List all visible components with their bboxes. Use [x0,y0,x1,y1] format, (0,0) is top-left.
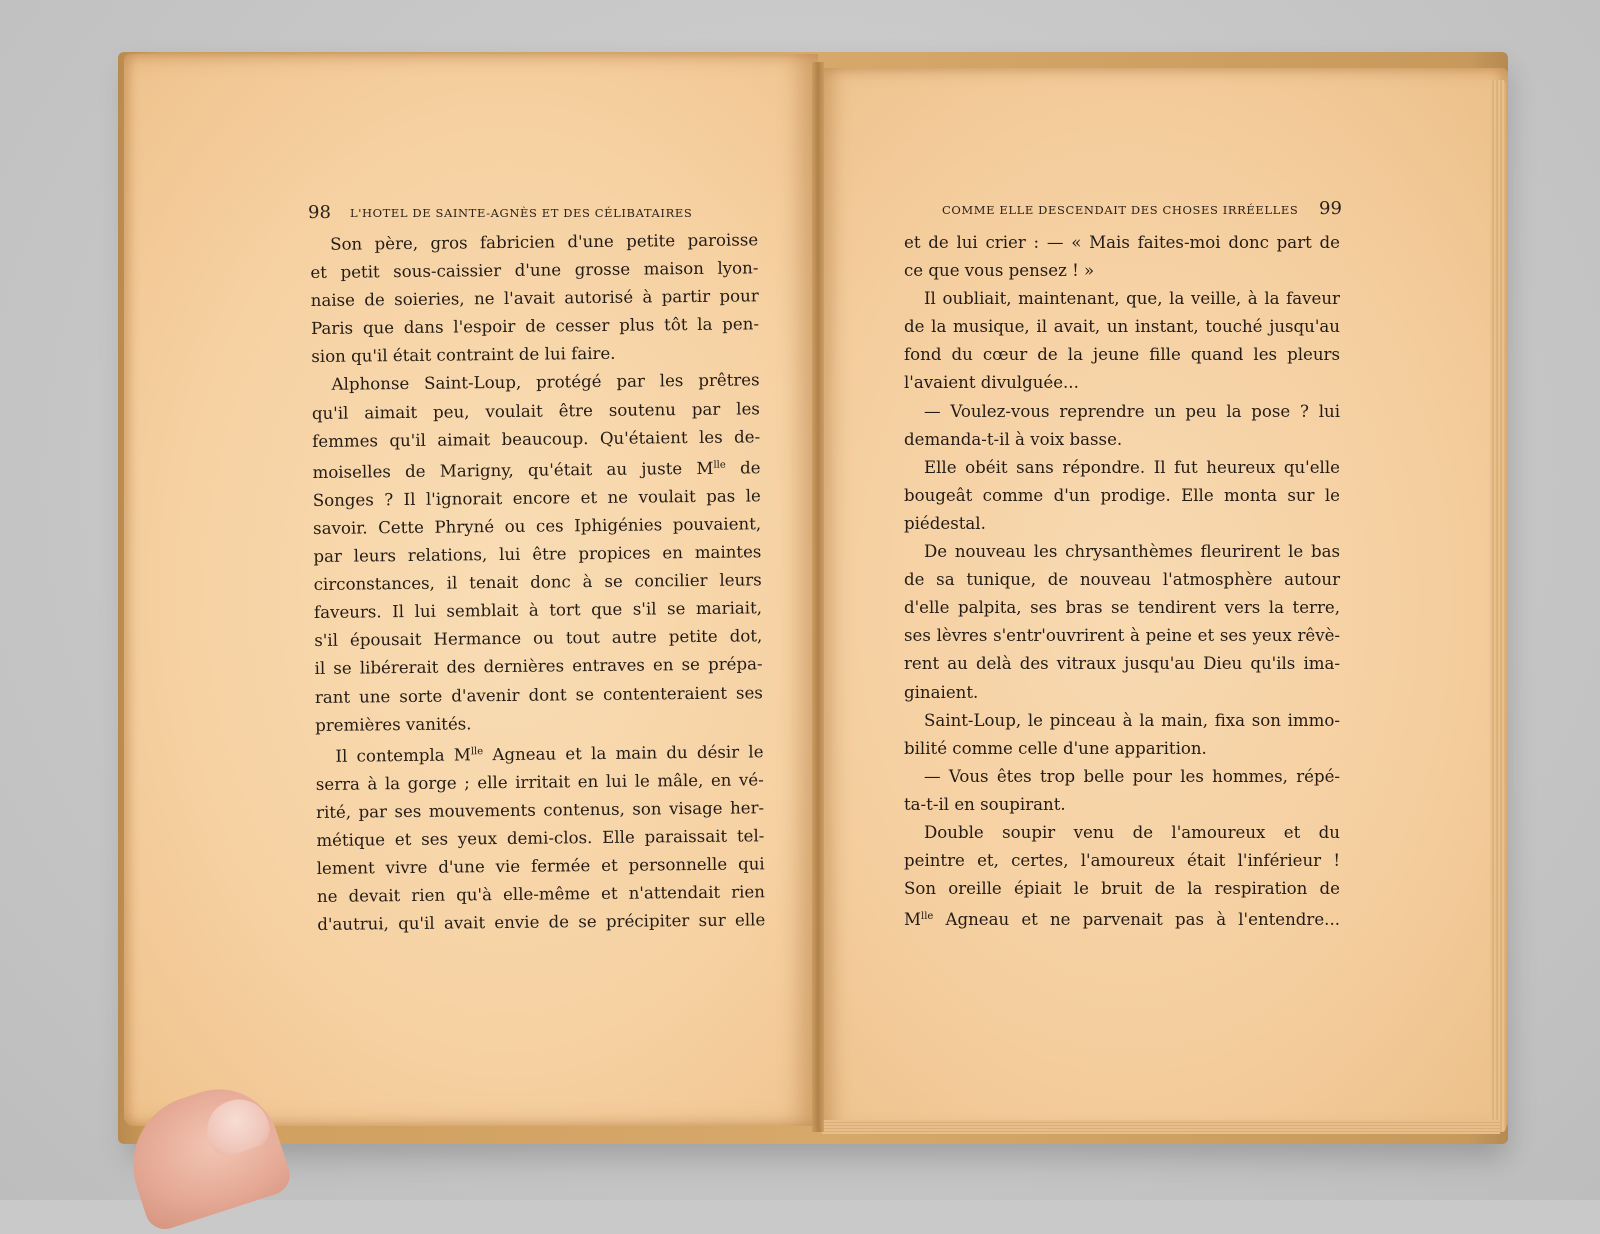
text-line: Saint-Loup, le pinceau à la main, fixa son immo- [924,710,1340,730]
text-line: sion qu'il était contraint de lui faire. [311,344,616,367]
text-line: piédestal. [904,513,986,533]
text-line: circonstances, il tenait donc à se concilier leurs [313,570,762,595]
text-line: Son père, gros fabricien d'une petite paroisse [330,230,759,254]
text-line: fond du cœur de la jeune fille quand les pleurs [904,345,1340,365]
left-running-head: L'HOTEL DE SAINTE-AGNÈS ET DES CÉLIBATAIRES [350,206,693,220]
right-page-text [904,229,1340,934]
text-line [904,903,1340,934]
text-line [315,735,763,771]
left-page-number: 98 [308,202,331,223]
text-line: Alphonse Saint-Loup, protégé par les prêtres [331,370,760,395]
text-line: — Vous êtes trop belle pour les hommes, répé- [924,766,1340,786]
right-page-number: 99 [1319,198,1342,219]
text-line: métique et ses yeux demi-clos. Elle paraissait tel- [316,826,765,850]
page-edges-right [1490,80,1506,1132]
text-line: premières vanités. [315,713,472,735]
left-page-text [310,226,765,939]
text-line: Elle obéit sans répondre. Il fut heureux qu'elle [924,457,1340,477]
text-line-part: moiselles de Marigny, qu'était au juste M [312,458,714,482]
text-line: Double soupir venu de l'amoureux et du [924,822,1340,842]
text-line-part: M [904,910,921,930]
text-line: d'elle palpita, ses bras se tendirent vers la terre, [904,598,1340,618]
right-running-head: COMME ELLE DESCENDAIT DES CHOSES IRRÉELLES [942,203,1299,217]
text-line: et petit sous-caissier d'une grosse maison lyon- [310,258,759,283]
text-line: ginaient. [904,682,979,702]
text-line: ne devait rien qu'à elle-même et n'attendait rien [316,882,766,907]
text-line: demanda-t-il à voix basse. [904,429,1123,449]
text-line-part: Il contempla M [335,745,471,766]
text-line: par leurs relations, lui être propices en maintes [313,542,762,567]
text-line-part: Agneau et la main du désir le [483,741,764,764]
text-line: ses lèvres s'entr'ouvrirent à peine et ses yeux rêvè- [904,626,1340,646]
text-line: bilité comme celle d'une apparition. [904,738,1207,758]
text-line: femmes qu'il aimait beaucoup. Qu'étaient les de- [312,426,761,451]
text-line: de sa tunique, de nouveau l'atmosphère autour [904,570,1340,590]
text-line: Paris que dans l'espoir de cesser plus tôt la pen- [310,314,760,339]
superscript-lle: lle [713,459,726,471]
text-line: de la musique, il avait, un instant, touché jusqu'au [904,317,1340,337]
text-line: bougeât comme d'un prodige. Elle monta sur le [904,485,1340,505]
text-line: il se libérerait des dernières entraves en se prépa- [314,654,763,679]
text-line: naise de soieries, ne l'avait autorisé à partir pour [310,286,759,311]
text-line: De nouveau les chrysanthèmes fleurirent le bas [924,542,1340,562]
superscript-lle: lle [921,911,934,923]
text-line: l'avaient divulguée... [904,373,1079,393]
text-line: s'il épousait Hermance ou tout autre petite dot, [314,626,763,651]
text-line: rent au delà des vitraux jusqu'au Dieu qu'ils ima- [904,654,1340,674]
text-line: savoir. Cette Phryné ou ces Iphigénies pouvaient, [313,514,762,538]
text-line: Il oubliait, maintenant, que, la veille, à la faveur [924,289,1340,309]
text-line [312,451,760,487]
text-line: rité, par ses mouvements contenus, son visage her- [315,798,765,822]
text-line: d'autrui, qu'il avait envie de se précipiter sur elle [317,910,766,935]
text-line: lement vivre d'une vie fermée et personnelle qui [316,854,765,879]
text-line: serra à la gorge ; elle irritait en lui le mâle, en vé- [315,770,764,794]
text-line: peintre et, certes, l'amoureux était l'inférieur ! [904,851,1340,871]
text-line-part: Agneau et ne parvenait pas à l'entendre... [933,910,1340,930]
text-line: Songes ? Il l'ignorait encore et ne voulait pas le [312,486,761,510]
superscript-lle: lle [470,745,484,758]
book-gutter [812,62,824,1132]
text-line: faveurs. Il lui semblait à tort que s'il se mariait, [313,598,763,623]
text-line: ce que vous pensez ! » [904,261,1095,281]
text-line: rant une sorte d'avenir dont se contenteraient ses [314,682,763,707]
text-line: — Voulez-vous reprendre un peu la pose ? lui [924,401,1340,421]
text-line-part: de [725,458,761,478]
text-line: qu'il aimait peu, voulait être soutenu par les [311,398,760,423]
page-edges-bottom [822,1120,1500,1134]
text-line: Son oreille épiait le bruit de la respiration de [904,879,1340,899]
text-line: et de lui crier : — « Mais faites-moi donc part de [904,233,1340,252]
text-line: ta-t-il en soupirant. [904,794,1066,814]
